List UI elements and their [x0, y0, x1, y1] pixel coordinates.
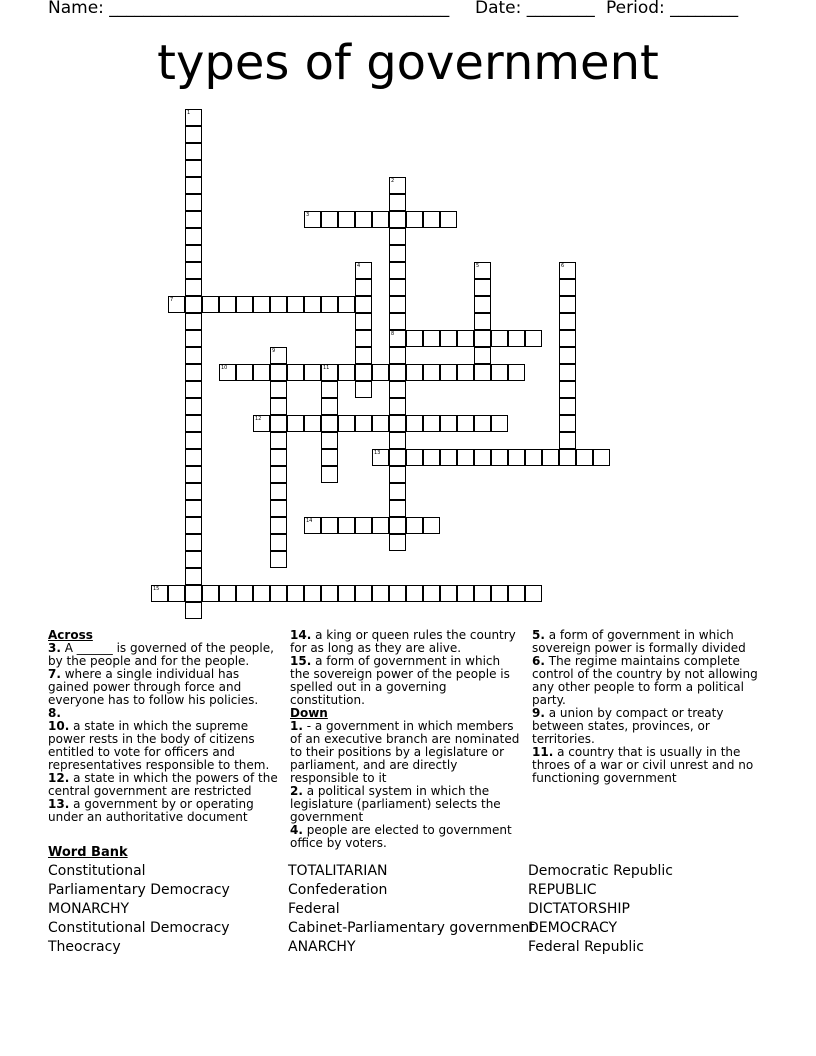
clue-text: a form of government in which the sovereign power of the people is spelled out in a governing constitution. [290, 654, 510, 707]
crossword-cell[interactable] [185, 262, 202, 279]
crossword-cell[interactable] [559, 381, 576, 398]
word-bank-column-2 [288, 862, 535, 957]
crossword-cell[interactable] [185, 211, 202, 228]
crossword-cell[interactable] [423, 517, 440, 534]
clue-item [290, 655, 520, 707]
clue-number-label: 7. [48, 667, 61, 681]
clue-number-label: 12. [48, 771, 70, 785]
crossword-cell[interactable] [185, 279, 202, 296]
crossword-cell[interactable] [355, 517, 372, 534]
clue-number: 3 [306, 212, 310, 218]
crossword-cell[interactable] [423, 585, 440, 602]
crossword-cell[interactable] [321, 364, 338, 381]
clue-text: The regime maintains complete control of the country by not allowing any other people to form a political party. [532, 654, 758, 707]
crossword-cell[interactable] [389, 347, 406, 364]
crossword-cell[interactable] [457, 330, 474, 347]
crossword-cell[interactable] [185, 245, 202, 262]
crossword-cell[interactable] [406, 517, 423, 534]
clue-item [48, 642, 280, 668]
crossword-cell[interactable] [474, 262, 491, 279]
clue-item [48, 798, 280, 824]
crossword-cell[interactable] [185, 449, 202, 466]
crossword-cell[interactable] [338, 296, 355, 313]
word-bank-item: ANARCHY [288, 939, 356, 955]
crossword-cell[interactable] [576, 449, 593, 466]
clues-column-3 [532, 629, 772, 785]
crossword-cell[interactable] [559, 296, 576, 313]
crossword-cell[interactable] [270, 398, 287, 415]
crossword-cell[interactable] [287, 296, 304, 313]
crossword-cell[interactable] [287, 415, 304, 432]
crossword-cell[interactable] [389, 449, 406, 466]
crossword-cell[interactable] [253, 296, 270, 313]
clue-number-label: 6. [532, 654, 545, 668]
crossword-cell[interactable] [185, 160, 202, 177]
clue-number-label: 13. [48, 797, 70, 811]
crossword-cell[interactable] [389, 245, 406, 262]
crossword-cell[interactable] [559, 364, 576, 381]
crossword-cell[interactable] [236, 296, 253, 313]
crossword-cell[interactable] [406, 449, 423, 466]
word-bank-item: REPUBLIC [528, 882, 597, 898]
crossword-cell[interactable] [559, 432, 576, 449]
clue-item [532, 655, 772, 707]
clues-column-2 [290, 629, 520, 850]
crossword-cell[interactable] [185, 568, 202, 585]
crossword-cell[interactable] [474, 585, 491, 602]
clue-text: - a government in which members of an executive branch are nominated to their positions by a legislature or parliament, and are directly responsible to it [290, 719, 520, 785]
crossword-cell[interactable] [270, 534, 287, 551]
crossword-cell[interactable] [559, 449, 576, 466]
crossword-cell[interactable] [185, 415, 202, 432]
crossword-cell[interactable] [185, 364, 202, 381]
crossword-cell[interactable] [389, 211, 406, 228]
crossword-cell[interactable] [270, 585, 287, 602]
crossword-cell[interactable] [457, 364, 474, 381]
crossword-cell[interactable] [253, 415, 270, 432]
crossword-cell[interactable] [423, 449, 440, 466]
crossword-cell[interactable] [457, 585, 474, 602]
crossword-cell[interactable] [270, 432, 287, 449]
crossword-cell[interactable] [389, 194, 406, 211]
crossword-cell[interactable] [389, 330, 406, 347]
clue-item [290, 785, 520, 824]
crossword-cell[interactable] [508, 449, 525, 466]
crossword-cell[interactable] [389, 585, 406, 602]
crossword-cell[interactable] [304, 415, 321, 432]
crossword-cell[interactable] [270, 381, 287, 398]
crossword-cell[interactable] [559, 313, 576, 330]
crossword-cell[interactable] [423, 415, 440, 432]
crossword-cell[interactable] [168, 296, 185, 313]
crossword-cell[interactable] [559, 415, 576, 432]
clue-number-label: 8. [48, 706, 61, 720]
crossword-cell[interactable] [389, 483, 406, 500]
crossword-cell[interactable] [321, 585, 338, 602]
crossword-cell[interactable] [219, 364, 236, 381]
crossword-cell[interactable] [389, 534, 406, 551]
crossword-cell[interactable] [440, 585, 457, 602]
clue-number-label: 3. [48, 641, 61, 655]
crossword-cell[interactable] [525, 330, 542, 347]
word-bank-item: Constitutional Democracy [48, 920, 230, 936]
crossword-cell[interactable] [406, 585, 423, 602]
crossword-cell[interactable] [474, 347, 491, 364]
crossword-cell[interactable] [185, 534, 202, 551]
word-bank-column-3 [528, 862, 673, 957]
crossword-cell[interactable] [321, 296, 338, 313]
crossword-cell[interactable] [185, 585, 202, 602]
clue-number: 15 [153, 586, 160, 592]
crossword-cell[interactable] [593, 449, 610, 466]
crossword-cell[interactable] [321, 449, 338, 466]
crossword-cell[interactable] [321, 415, 338, 432]
crossword-cell[interactable] [372, 211, 389, 228]
crossword-cell[interactable] [389, 364, 406, 381]
crossword-cell[interactable] [168, 585, 185, 602]
crossword-cell[interactable] [219, 585, 236, 602]
crossword-cell[interactable] [202, 296, 219, 313]
word-bank-item: Cabinet-Parliamentary government [288, 920, 535, 936]
crossword-cell[interactable] [491, 364, 508, 381]
crossword-cell[interactable] [185, 602, 202, 619]
crossword-cell[interactable] [508, 585, 525, 602]
clue-section-heading: Across [48, 628, 93, 642]
clue-item [48, 668, 280, 707]
crossword-cell[interactable] [440, 415, 457, 432]
crossword-cell[interactable] [304, 364, 321, 381]
crossword-cell[interactable] [389, 500, 406, 517]
word-bank-item: Constitutional [48, 863, 146, 879]
crossword-cell[interactable] [355, 279, 372, 296]
word-bank-item: Theocracy [48, 939, 121, 955]
crossword-cell[interactable] [185, 517, 202, 534]
crossword-cell[interactable] [389, 313, 406, 330]
crossword-cell[interactable] [457, 415, 474, 432]
name-field[interactable]: Name: ________________________________________ [48, 0, 450, 18]
crossword-cell[interactable] [355, 296, 372, 313]
clue-text: a state in which the powers of the central government are restricted [48, 771, 278, 798]
crossword-cell[interactable] [185, 398, 202, 415]
crossword-cell[interactable] [321, 466, 338, 483]
crossword-cell[interactable] [185, 126, 202, 143]
clue-text: a form of government in which sovereign power is formally divided [532, 628, 746, 655]
crossword-cell[interactable] [270, 364, 287, 381]
crossword-cell[interactable] [355, 262, 372, 279]
crossword-cell[interactable] [491, 415, 508, 432]
crossword-cell[interactable] [355, 347, 372, 364]
word-bank-title: Word Bank [48, 845, 128, 860]
clue-number-label: 9. [532, 706, 545, 720]
period-field[interactable]: Period: ________ [606, 0, 739, 18]
crossword-cell[interactable] [355, 381, 372, 398]
crossword-cell[interactable] [185, 466, 202, 483]
clue-number: 11 [323, 365, 330, 371]
crossword-cell[interactable] [491, 449, 508, 466]
clue-text: a country that is usually in the throes of a war or civil unrest and no functioning government [532, 745, 754, 785]
clue-item [532, 707, 772, 746]
crossword-cell[interactable] [389, 177, 406, 194]
crossword-cell[interactable] [389, 517, 406, 534]
crossword-cell[interactable] [304, 211, 321, 228]
crossword-cell[interactable] [270, 466, 287, 483]
crossword-cell[interactable] [474, 279, 491, 296]
crossword-cell[interactable] [321, 381, 338, 398]
clue-text: people are elected to government office by voters. [290, 823, 512, 850]
crossword-cell[interactable] [508, 330, 525, 347]
crossword-cell[interactable] [559, 262, 576, 279]
crossword-cell[interactable] [491, 330, 508, 347]
word-bank-item: MONARCHY [48, 901, 130, 917]
clue-number: 5 [476, 263, 480, 269]
word-bank-item: DICTATORSHIP [528, 901, 630, 917]
crossword-cell[interactable] [338, 364, 355, 381]
crossword-cell[interactable] [406, 364, 423, 381]
crossword-cell[interactable] [389, 296, 406, 313]
crossword-cell[interactable] [372, 364, 389, 381]
crossword-cell[interactable] [355, 313, 372, 330]
crossword-cell[interactable] [185, 313, 202, 330]
clue-number: 14 [306, 518, 313, 524]
crossword-cell[interactable] [236, 585, 253, 602]
crossword-cell[interactable] [185, 330, 202, 347]
clues-column-1 [48, 629, 280, 824]
crossword-cell[interactable] [474, 313, 491, 330]
crossword-cell[interactable] [253, 364, 270, 381]
crossword-cell[interactable] [474, 296, 491, 313]
crossword-cell[interactable] [185, 500, 202, 517]
crossword-cell[interactable] [423, 364, 440, 381]
crossword-cell[interactable] [185, 551, 202, 568]
clue-text: a political system in which the legislature (parliament) selects the government [290, 784, 501, 824]
crossword-cell[interactable] [355, 364, 372, 381]
clue-number-label: 10. [48, 719, 70, 733]
crossword-cell[interactable] [389, 398, 406, 415]
clue-item [532, 629, 772, 655]
crossword-cell[interactable] [559, 330, 576, 347]
crossword-cell[interactable] [270, 483, 287, 500]
crossword-cell[interactable] [253, 585, 270, 602]
crossword-cell[interactable] [321, 211, 338, 228]
clue-item [290, 824, 520, 850]
crossword-cell[interactable] [151, 585, 168, 602]
crossword-cell[interactable] [338, 585, 355, 602]
crossword-cell[interactable] [525, 585, 542, 602]
crossword-cell[interactable] [457, 449, 474, 466]
crossword-cell[interactable] [440, 330, 457, 347]
crossword-cell[interactable] [372, 415, 389, 432]
crossword-cell[interactable] [372, 585, 389, 602]
clue-text: a union by compact or treaty between states, provinces, or territories. [532, 706, 724, 746]
crossword-cell[interactable] [542, 449, 559, 466]
crossword-cell[interactable] [474, 449, 491, 466]
crossword-cell[interactable] [389, 279, 406, 296]
crossword-cell[interactable] [559, 398, 576, 415]
clue-number-label: 1. [290, 719, 303, 733]
crossword-cell[interactable] [270, 551, 287, 568]
crossword-cell[interactable] [185, 381, 202, 398]
clue-text: where a single individual has gained power through force and everyone has to follow his policies. [48, 667, 259, 707]
clue-number-label: 11. [532, 745, 554, 759]
crossword-cell[interactable] [185, 228, 202, 245]
crossword-cell[interactable] [440, 364, 457, 381]
clue-number: 12 [255, 416, 262, 422]
crossword-cell[interactable] [338, 517, 355, 534]
puzzle-title: types of government [157, 35, 659, 91]
word-bank-item: DEMOCRACY [528, 920, 618, 936]
crossword-cell[interactable] [270, 500, 287, 517]
word-bank-item: Federal Republic [528, 939, 644, 955]
clue-number-label: 5. [532, 628, 545, 642]
crossword-cell[interactable] [440, 211, 457, 228]
crossword-cell[interactable] [287, 585, 304, 602]
crossword-cell[interactable] [338, 415, 355, 432]
crossword-cell[interactable] [321, 517, 338, 534]
crossword-cell[interactable] [270, 449, 287, 466]
clue-number: 10 [221, 365, 228, 371]
word-bank-item: Confederation [288, 882, 388, 898]
crossword-cell[interactable] [491, 585, 508, 602]
word-bank-item: TOTALITARIAN [288, 863, 388, 879]
word-bank-item: Democratic Republic [528, 863, 673, 879]
crossword-cell[interactable] [406, 211, 423, 228]
crossword-cell[interactable] [321, 398, 338, 415]
clue-number: 2 [391, 178, 395, 184]
crossword-cell[interactable] [474, 330, 491, 347]
crossword-cell[interactable] [474, 364, 491, 381]
clue-item [48, 772, 280, 798]
crossword-cell[interactable] [185, 296, 202, 313]
crossword-cell[interactable] [406, 415, 423, 432]
clue-item [532, 746, 772, 785]
clue-number: 8 [391, 331, 395, 337]
crossword-cell[interactable] [389, 381, 406, 398]
clue-number: 13 [374, 450, 381, 456]
crossword-cell[interactable] [440, 449, 457, 466]
clue-number: 6 [561, 263, 565, 269]
crossword-cell[interactable] [270, 296, 287, 313]
clue-text: A ______ is governed of the people, by the people and for the people. [48, 641, 274, 668]
crossword-cell[interactable] [270, 347, 287, 364]
crossword-cell[interactable] [185, 432, 202, 449]
crossword-cell[interactable] [185, 194, 202, 211]
word-bank-item: Parliamentary Democracy [48, 882, 230, 898]
clue-text: a government by or operating under an authoritative document [48, 797, 254, 824]
word-bank-column-1 [48, 862, 230, 957]
crossword-cell[interactable] [508, 364, 525, 381]
clue-number: 9 [272, 348, 276, 354]
crossword-cell[interactable] [389, 415, 406, 432]
crossword-cell[interactable] [219, 296, 236, 313]
crossword-cell[interactable] [185, 483, 202, 500]
crossword-cell[interactable] [185, 177, 202, 194]
date-field[interactable]: Date: ________ [475, 0, 595, 18]
clue-number: 1 [187, 110, 191, 116]
crossword-cell[interactable] [202, 585, 219, 602]
crossword-cell[interactable] [355, 211, 372, 228]
crossword-cell[interactable] [270, 415, 287, 432]
crossword-cell[interactable] [355, 585, 372, 602]
crossword-cell[interactable] [559, 279, 576, 296]
crossword-cell[interactable] [338, 211, 355, 228]
crossword-cell[interactable] [236, 364, 253, 381]
crossword-cell[interactable] [389, 228, 406, 245]
crossword-cell[interactable] [559, 347, 576, 364]
crossword-cell[interactable] [423, 211, 440, 228]
crossword-cell[interactable] [525, 449, 542, 466]
crossword-cell[interactable] [304, 517, 321, 534]
crossword-cell[interactable] [304, 585, 321, 602]
clue-item [48, 720, 280, 772]
crossword-cell[interactable] [423, 330, 440, 347]
clue-number-label: 2. [290, 784, 303, 798]
crossword-cell[interactable] [270, 517, 287, 534]
clue-text: a state in which the supreme power rests in the body of citizens entitled to vote for officers and representatives responsible to them. [48, 719, 270, 772]
clue-number-label: 15. [290, 654, 312, 668]
word-bank-item: Federal [288, 901, 340, 917]
crossword-cell[interactable] [372, 449, 389, 466]
crossword-cell[interactable] [389, 262, 406, 279]
crossword-cell[interactable] [372, 517, 389, 534]
crossword-cell[interactable] [389, 432, 406, 449]
crossword-cell[interactable] [321, 432, 338, 449]
crossword-cell[interactable] [185, 109, 202, 126]
crossword-cell[interactable] [185, 347, 202, 364]
crossword-cell[interactable] [406, 330, 423, 347]
crossword-cell[interactable] [304, 296, 321, 313]
clue-number: 7 [170, 297, 174, 303]
crossword-cell[interactable] [355, 415, 372, 432]
clue-text: a king or queen rules the country for as long as they are alive. [290, 628, 516, 655]
crossword-cell[interactable] [474, 415, 491, 432]
crossword-cell[interactable] [389, 466, 406, 483]
clue-number-label: 4. [290, 823, 303, 837]
clue-item [290, 629, 520, 655]
clue-number: 4 [357, 263, 361, 269]
crossword-cell[interactable] [355, 330, 372, 347]
clue-item [290, 720, 520, 785]
crossword-cell[interactable] [185, 143, 202, 160]
clue-number-label: 14. [290, 628, 312, 642]
clue-section-heading: Down [290, 706, 328, 720]
crossword-cell[interactable] [287, 364, 304, 381]
